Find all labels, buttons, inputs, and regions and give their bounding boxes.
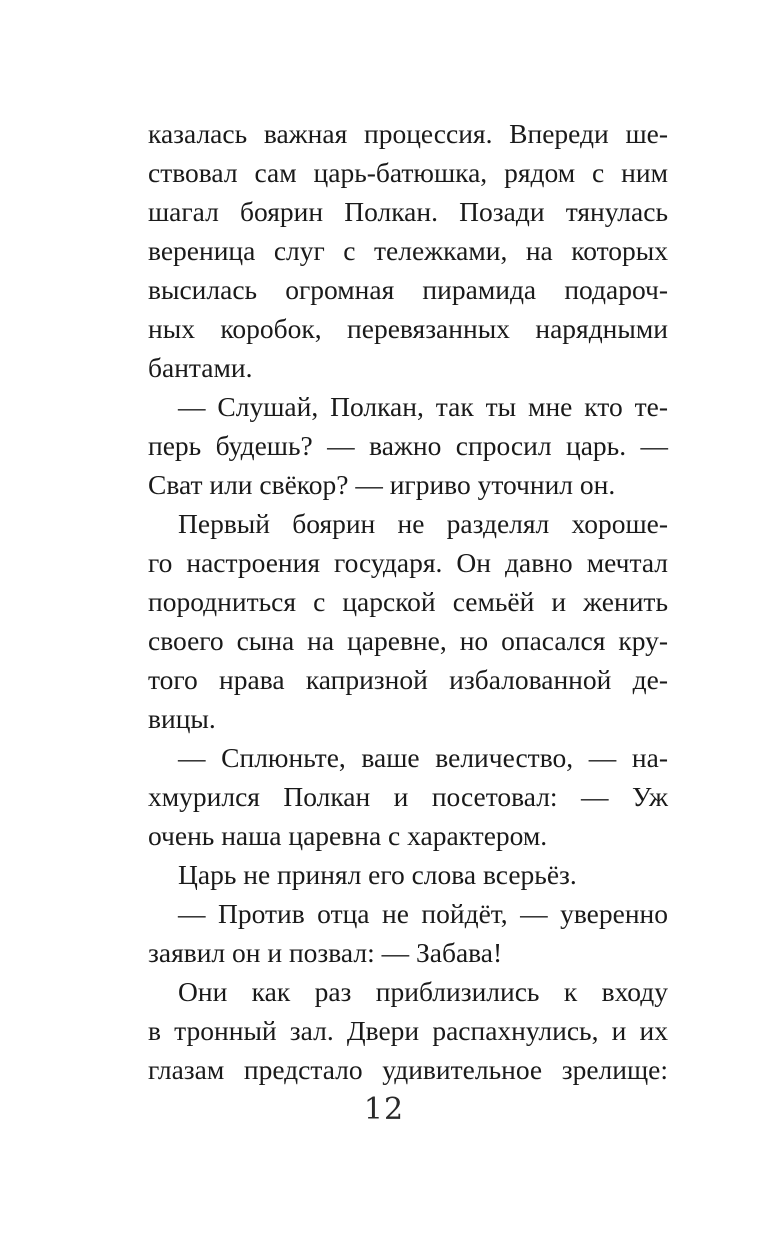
- text-line: Они как раз приблизились к входу: [178, 976, 668, 1007]
- paragraph: [148, 114, 668, 387]
- text-line: перь будешь? — важно спросил царь. —: [148, 430, 668, 461]
- text-line: бантами.: [148, 352, 253, 383]
- text-line: того нрава капризной избалованной де-: [148, 664, 668, 695]
- text-line: го настроения государя. Он давно мечтал: [148, 547, 668, 578]
- text-line: хмурился Полкан и посетовал: — Уж: [148, 781, 668, 812]
- text-line: глазам предстало удивительное зрелище:: [148, 1054, 668, 1085]
- text-line: — Сплюньте, ваше величество, — на-: [178, 742, 668, 773]
- text-line: породниться с царской семьёй и женить: [148, 586, 668, 617]
- text-line: Первый боярин не разделял хороше-: [178, 508, 668, 539]
- text-line: высилась огромная пирамида подароч-: [148, 274, 668, 305]
- paragraph: [148, 855, 668, 894]
- text-line: вицы.: [148, 703, 216, 734]
- paragraph: [148, 504, 668, 738]
- text-line: ствовал сам царь-батюшка, рядом с ним: [148, 157, 668, 188]
- body-text: [148, 114, 668, 1089]
- text-line: очень наша царевна с характером.: [148, 820, 548, 851]
- text-line: — Слушай, Полкан, так ты мне кто те-: [178, 391, 668, 422]
- paragraph: [148, 894, 668, 972]
- text-line: шагал боярин Полкан. Позади тянулась: [148, 196, 668, 227]
- text-line: казалась важная процессия. Впереди ше-: [148, 118, 668, 149]
- text-line: — Против отца не пойдёт, — уверенно: [178, 898, 668, 929]
- paragraph: [148, 972, 668, 1089]
- paragraph: [148, 387, 668, 504]
- text-line: Царь не принял его слова всерьёз.: [178, 859, 577, 890]
- text-line: ных коробок, перевязанных нарядными: [148, 313, 668, 344]
- text-line: вереница слуг с тележками, на которых: [148, 235, 668, 266]
- text-line: Сват или свёкор? — игриво уточнил он.: [148, 469, 616, 500]
- text-line: заявил он и позвал: — Забава!: [148, 937, 503, 968]
- text-line: в тронный зал. Двери распахнулись, и их: [148, 1015, 668, 1046]
- text-line: своего сына на царевне, но опасался кру-: [148, 625, 668, 656]
- page-number: 12: [363, 1092, 405, 1127]
- paragraph: [148, 738, 668, 855]
